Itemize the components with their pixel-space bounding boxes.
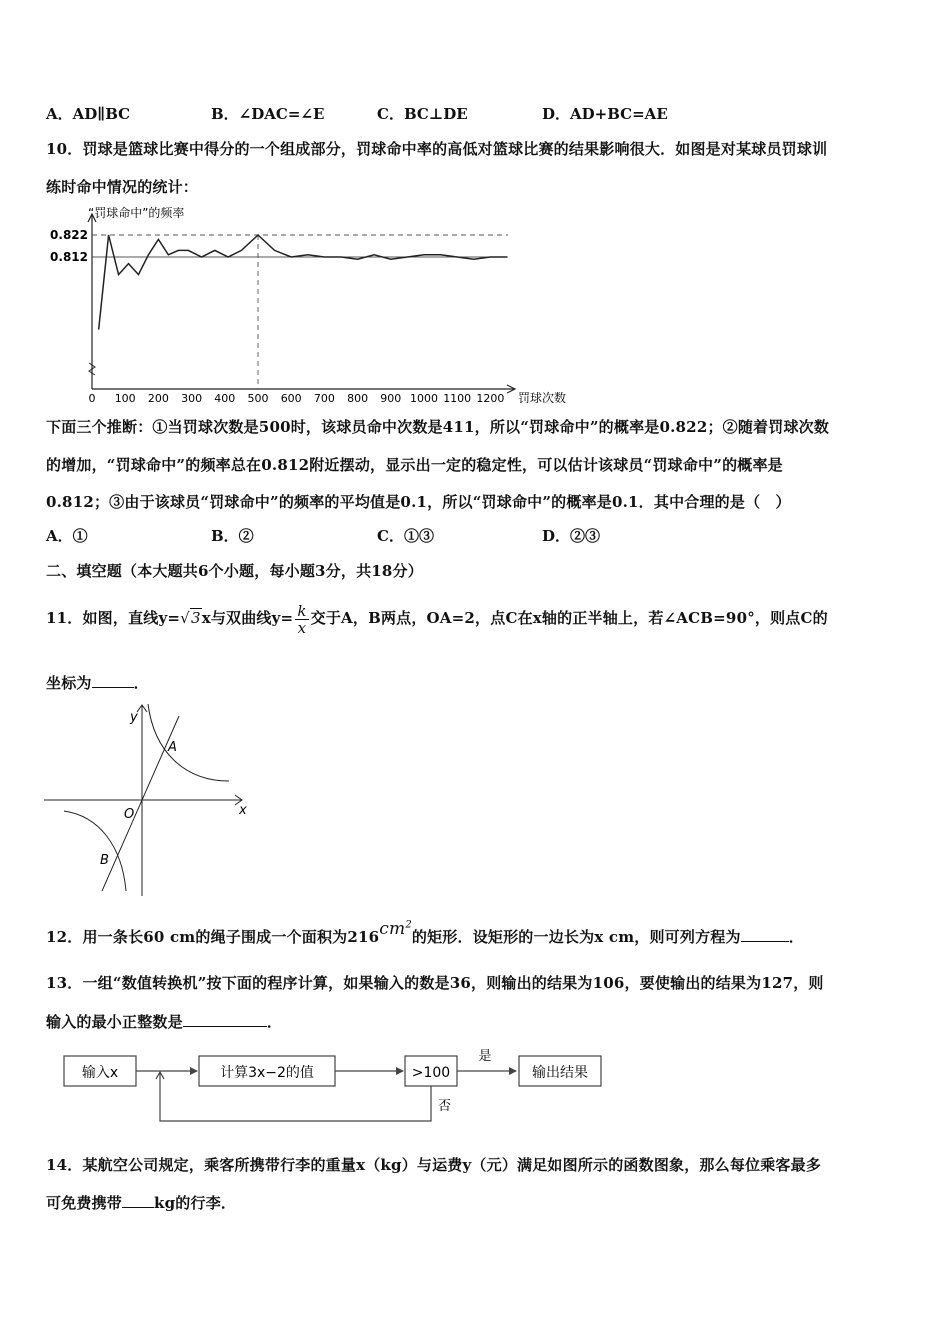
q10-option-d: D．②③ [542,527,601,545]
point-b-label: B [100,853,109,868]
x-tick-label: 1200 [476,392,505,403]
x-axis-label: 罚球次数 [518,391,567,403]
q9-option-c: C．BC⊥DE [377,105,468,123]
q12-stem: 12．用一条长60 cm的绳子围成一个面积为$216cm^2$的矩形．设矩形的一边长为x cm，则可列方程为 ． [46,919,804,946]
x-tick-label: 1000 [410,392,438,403]
x-tick-label: 700 [313,392,335,403]
axis-break-mark [89,363,95,375]
q10-option-a: A．① [46,527,88,545]
q13-stem-line1: 13．一组“数值转换机”按下面的程序计算，如果输入的数是36，则输出的结果为106，要使输出的结果为127，则 [46,974,824,992]
answer-blank [741,929,789,942]
q9-option-b: B．∠DAC=∠E [211,105,325,123]
x-tick-label: 200 [147,392,169,403]
flow-output-label: 输出结果 [532,1065,588,1081]
series-line-频率 [99,235,507,330]
origin-label: O [124,807,135,822]
answer-blank [122,1195,154,1208]
y-tick-label: 0.812 [50,250,88,264]
q10-option-b: B．② [211,527,254,545]
x-tick-label: 1100 [443,392,472,403]
flow-arrow-icon [509,1067,517,1075]
q10-para2: 的增加，“罚球命中”的频率总在0.812附近摆动，显示出一定的稳定性，可以估计该球员“罚球命中”的概率是 [46,456,783,474]
x-tick-label: 400 [214,392,236,403]
y-axis-label: “罚球命中”的频率 [88,206,185,220]
flow-compute-label: 计算3x−2的值 [220,1065,314,1081]
q11-part3: 交于A，B两点，OA=2，点C在x轴的正半轴上，若∠ACB=90°，则点C的 [310,609,828,627]
hyperbola-figure [44,696,256,896]
q11-line2: 坐标为 ． [46,674,149,692]
q13-stem-line2: 输入的最小正整数是 ． [46,1013,283,1031]
flow-arrow-icon [190,1067,198,1075]
q11-stem [46,596,828,640]
sqrt-expression: √3 [180,609,201,627]
q10-para3: 0.812；③由于该球员“罚球命中”的频率的平均值是0.1，所以“罚球命中”的概率是0.1．其中合理的是（ ） [46,493,791,511]
q10-para1: 下面三个推断：①当罚球次数是500时，该球员命中次数是411，所以“罚球命中”的概率是0.822；②随着罚球次数 [46,418,830,436]
q10-stem-line2: 练时命中情况的统计： [46,178,199,196]
hyperbola-branch-lower [64,811,126,891]
k-over-x-fraction: $\frac{k}{x}$ [297,601,307,637]
unit-cm2: $cm^2$ [379,919,412,939]
x-tick-label: 900 [380,392,402,403]
y-tick-label: 0.822 [50,228,88,242]
q10-option-c: C．①③ [377,527,434,545]
chart-plot-area [50,205,566,403]
x-tick-label: 100 [114,392,136,403]
answer-blank [92,675,134,688]
answer-blank [183,1014,267,1027]
q9-option-d: D．AD+BC=AE [542,105,668,123]
x-tick-label: 0 [88,392,96,403]
flow-yes-label: 是 [478,1049,492,1064]
y-axis-label: y [130,710,138,725]
flowchart [60,1042,605,1124]
q11-part2: x与双曲线y= [201,609,294,627]
q14-stem-line2: 可免费携带 kg的行李． [46,1194,237,1212]
x-tick-label: 300 [181,392,203,403]
free-throw-chart [46,203,596,403]
flow-compare-label: >100 [411,1065,451,1081]
flow-input-label: 输入x [81,1065,119,1081]
q9-option-a: A．AD∥BC [46,105,131,123]
q10-stem-line1: 10．罚球是篮球比赛中得分的一个组成部分，罚球命中率的高低对篮球比赛的结果影响很大．如图是对某球员罚球训 [46,140,828,158]
x-tick-label: 600 [280,392,302,403]
section-title: 二、填空题（本大题共6个小题，每小题3分，共18分） [46,562,423,580]
hyperbola-branch-upper [148,704,229,781]
q11-part1: 11．如图，直线y= [46,609,181,627]
flow-arrow-icon [396,1067,404,1075]
x-tick-label: 800 [347,392,369,403]
x-tick-label: 500 [247,392,269,403]
flow-no-label: 否 [438,1099,452,1114]
q14-stem-line1: 14．某航空公司规定，乘客所携带行李的重量x（kg）与运费y（元）满足如图所示的函数图象，那么每位乘客最多 [46,1156,822,1174]
x-axis-label: x [239,803,247,818]
point-a-label: A [168,740,177,755]
